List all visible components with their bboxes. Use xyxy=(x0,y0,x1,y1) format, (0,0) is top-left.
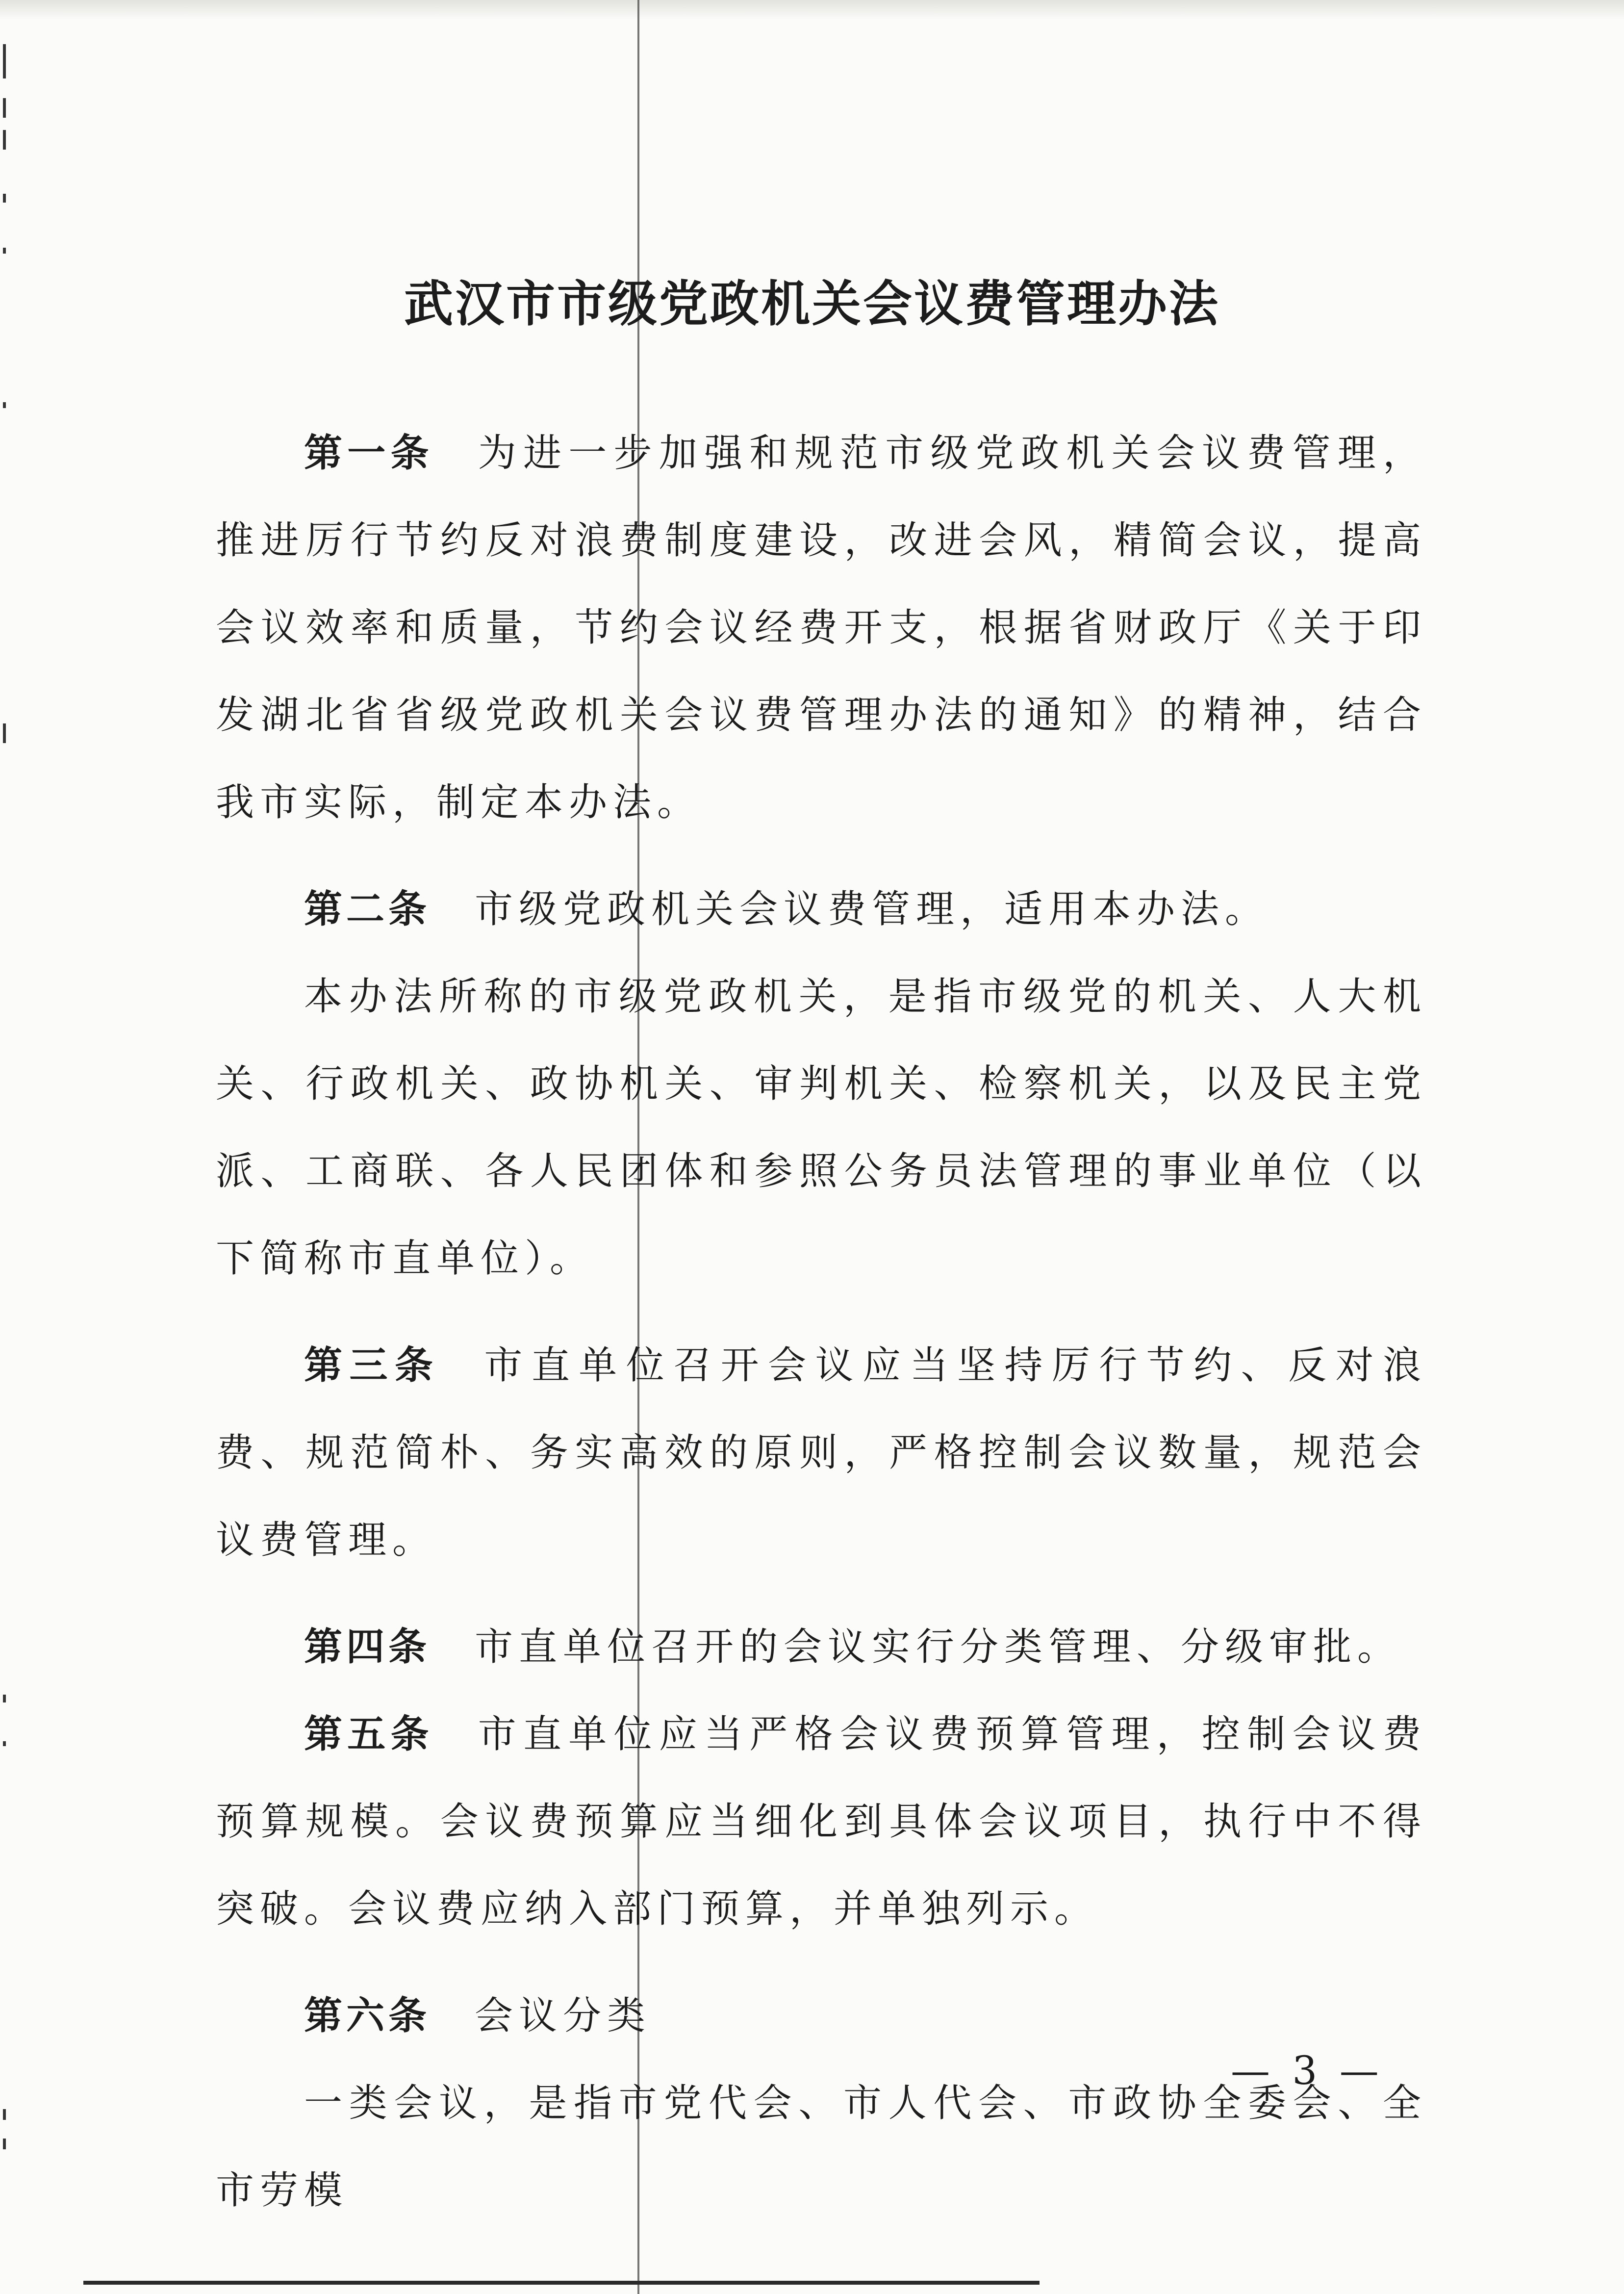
article-label: 第四条 xyxy=(304,1625,431,1669)
scan-bottom-edge xyxy=(83,2281,1040,2285)
paragraph-text: 市直单位召开的会议实行分类管理、分级审批。 xyxy=(475,1625,1402,1669)
paragraph-text: 市直单位召开会议应当坚持厉行节约、反对浪费、规范简朴、务实高效的原则，严格控制会议数量，规范会议费管理。 xyxy=(216,1343,1427,1562)
paragraph-text: 市级党政机关会议费管理，适用本办法。 xyxy=(475,887,1269,931)
paragraph-text: 市直单位应当严格会议费预算管理，控制会议费预算规模。会议费预算应当细化到具体会议项目，执行中不得突破。会议费应纳入部门预算，并单独列示。 xyxy=(216,1712,1427,1931)
paragraph-text: 为进一步加强和规范市级党政机关会议费管理，推进厉行节约反对浪费制度建设，改进会风，精简会议，提高会议效率和质量，节约会议经费开支，根据省财政厅《关于印发湖北省省级党政机关会议费管理办法的通知》的精神，结合我市实际，制定本办法。 xyxy=(216,431,1427,825)
document-title: 武汉市市级党政机关会议费管理办法 xyxy=(404,275,1220,333)
paragraph-article-2 xyxy=(216,866,1427,953)
paragraph-article-6 xyxy=(216,1972,1427,2060)
paragraph-article-5 xyxy=(216,1691,1427,1953)
paragraph-article-3 xyxy=(216,1322,1427,1584)
paragraph-article-2-scope xyxy=(216,953,1427,1302)
article-label: 第二条 xyxy=(304,887,431,931)
document-body xyxy=(216,410,1427,2234)
paragraph-text: 会议分类 xyxy=(475,1994,652,2038)
scan-top-shadow xyxy=(0,0,1624,20)
article-label: 第一条 xyxy=(304,431,434,475)
paragraph-text: 一类会议，是指市党代会、市人代会、市政协全委会、全市劳模 xyxy=(216,2081,1427,2213)
article-label: 第三条 xyxy=(304,1343,440,1388)
paragraph-text: 本办法所称的市级党政机关，是指市级党的机关、人大机关、行政机关、政协机关、审判机关、检察机关，以及民主党派、工商联、各人民团体和参照公务员法管理的事业单位（以下简称市直单位）。 xyxy=(216,975,1427,1281)
article-label: 第六条 xyxy=(304,1994,431,2038)
article-label: 第五条 xyxy=(304,1712,434,1756)
binding-margin-marks xyxy=(0,0,12,2294)
paragraph-article-1 xyxy=(216,410,1427,846)
page-number: — 3 — xyxy=(1231,2048,1384,2093)
paragraph-article-4 xyxy=(216,1603,1427,1691)
